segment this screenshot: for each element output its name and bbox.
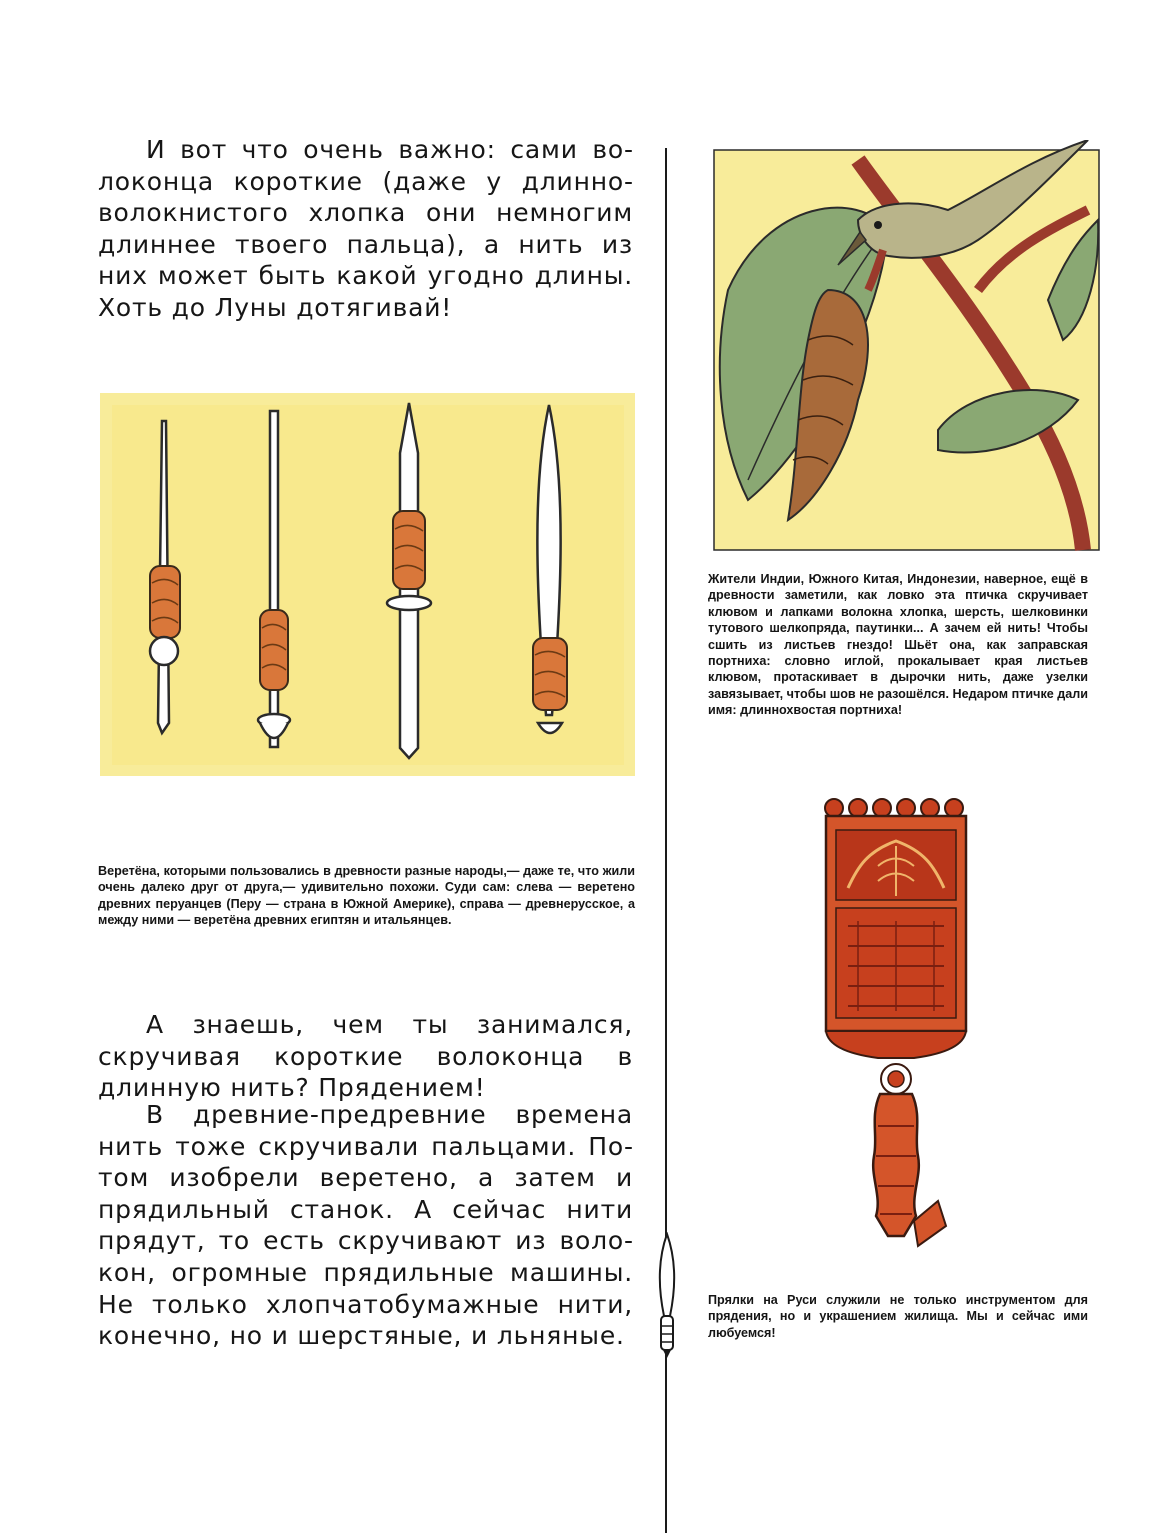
spindles-caption: Веретёна, которыми пользовались в древности разные народы,— даже те, что жили очень далеко друг от друга,— удивительно похожи. Суди сам: слева — веретено древних перуанцев (Перу — страна в Южной Америке), справа — древнерусское, а между ними — веретёна древних египтян и итальянцев.	[98, 864, 635, 928]
distaff-illustration	[818, 796, 973, 1256]
tailorbird-illustration	[708, 140, 1103, 560]
paragraph-thread-length: И вот что очень важно: сами волоконца короткие (даже у длинноволокнистого хлопка они немногим длиннее твоего пальца), а нить из них может быть какой угодно длины. Хоть до Луны дотягивай!	[98, 135, 633, 322]
distaff-caption: Прялки на Руси служили не только инструментом для прядения, но и украшением жилища. Мы и сейчас ими любуемся!	[708, 1293, 1088, 1340]
tailorbird-caption: Жители Индии, Южного Китая, Индонезии, наверное, ещё в древности заметили, как ловко эта птичка скручивает клювом и лапками волокна хлопка, шерсть, шелковинки тутового шелкопряда, паутинки... А зачем ей нить! Чтобы сшить из листьев гнездо! Шьёт она, как заправская портниха: словно иглой, прокалывает края листьев клювом, протаскивает в дырочки нить, даже узелки завязывает, чтобы шов не разошёлся. Недаром птичке дали имя: длиннохвостая портниха!	[708, 572, 1088, 718]
paragraph-spinning-history: В древние-предревние времена нить тоже скручивали пальцами. Потом изобрели веретено, а затем и прядильный станок. А сейчас нити прядут, то есть скручивают из волокон, огромные прядильные машины. Не только хлопчатобумажные нити, конечно, но и шерстяные, и льняные.	[98, 1100, 633, 1351]
paragraph-spinning-question: А знаешь, чем ты занимался, скручивая короткие волоконца в длинную нить? Прядением!	[98, 1010, 633, 1103]
spindles-illustration	[100, 393, 635, 776]
divider-spindle-ornament	[655, 1232, 679, 1360]
